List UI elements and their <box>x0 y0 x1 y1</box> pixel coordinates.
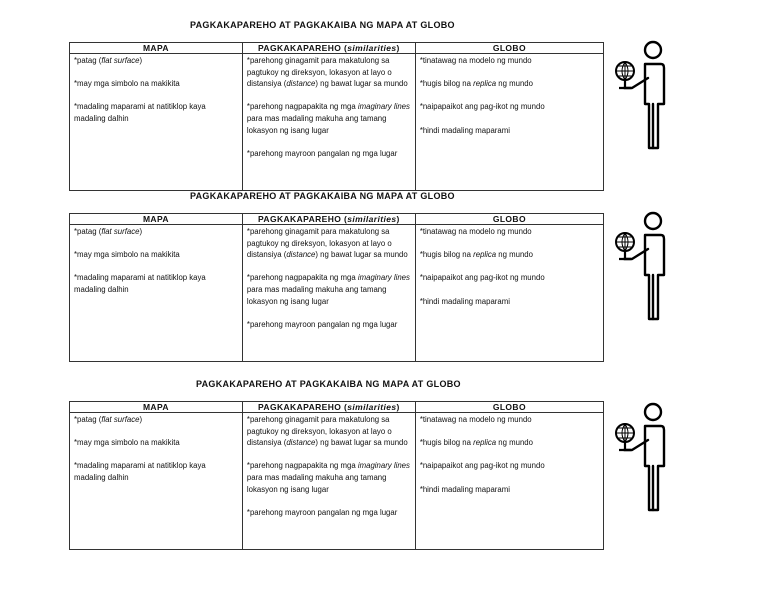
mapa-portable: *madaling maparami at natitiklop kaya madaling dalhin <box>74 102 206 123</box>
comparison-table <box>69 213 604 362</box>
same-direction: *parehong ginagamit para makatulong sa pagtukoy ng direksyon, lokasyon at layo o distansiya (distance) ng bawat lugar sa mundo <box>246 56 408 89</box>
mapa-portable: *madaling maparami at natitiklop kaya madaling dalhin <box>74 461 206 482</box>
globo-not-easy: *hindi madaling maparami <box>419 296 510 306</box>
globo-rotate: *naipapaikot ang pag-ikot ng mundo <box>419 273 545 283</box>
globo-not-easy: *hindi madaling maparami <box>419 484 510 494</box>
mapa-symbols: *may mga simbolo na makikita <box>74 79 180 89</box>
comparison-table <box>69 42 604 191</box>
header-pagkakapareho: PAGKAKAPAREHO (similarities) <box>242 43 415 54</box>
section-title: PAGKAKAPAREHO AT PAGKAKAIBA NG MAPA AT GLOBO <box>196 379 461 389</box>
globo-cell <box>415 54 603 191</box>
same-imaginary-lines: *parehong nagpapakita ng mga imaginary lines para mas madaling makuha ang tamang lokasyon ng isang lugar <box>246 461 410 494</box>
same-direction: *parehong ginagamit para makatulong sa pagtukoy ng direksyon, lokasyon at layo o distansiya (distance) ng bawat lugar sa mundo <box>246 415 408 448</box>
globo-cell <box>415 413 603 550</box>
pagkakapareho-cell <box>242 413 415 550</box>
mapa-cell <box>70 413 243 550</box>
header-pagkakapareho: PAGKAKAPAREHO (similarities) <box>242 214 415 225</box>
same-imaginary-lines: *parehong nagpapakita ng mga imaginary lines para mas madaling makuha ang tamang lokasyon ng isang lugar <box>246 273 410 306</box>
same-imaginary-lines: *parehong nagpapakita ng mga imaginary lines para mas madaling makuha ang tamang lokasyon ng isang lugar <box>246 102 410 135</box>
globo-rotate: *naipapaikot ang pag-ikot ng mundo <box>419 102 545 112</box>
globo-replica: *hugis bilog na replica ng mundo <box>419 438 533 448</box>
mapa-cell <box>70 54 243 191</box>
mapa-symbols: *may mga simbolo na makikita <box>74 438 180 448</box>
pagkakapareho-cell <box>242 54 415 191</box>
globo-cell <box>415 225 603 362</box>
globo-model: *tinatawag na modelo ng mundo <box>419 56 532 65</box>
globo-replica: *hugis bilog na replica ng mundo <box>419 79 533 89</box>
section-title: PAGKAKAPAREHO AT PAGKAKAIBA NG MAPA AT GLOBO <box>190 20 455 30</box>
same-names: *parehong mayroon pangalan ng mga lugar <box>246 148 398 158</box>
globo-rotate: *naipapaikot ang pag-ikot ng mundo <box>419 461 545 471</box>
header-mapa: MAPA <box>70 402 243 413</box>
person-holding-globe-icon <box>612 402 672 512</box>
header-mapa: MAPA <box>70 43 243 54</box>
mapa-flat: *patag (flat surface) <box>74 56 143 65</box>
person-holding-globe-icon <box>612 40 672 150</box>
mapa-cell <box>70 225 243 362</box>
comparison-table <box>69 401 604 550</box>
header-pagkakapareho: PAGKAKAPAREHO (similarities) <box>242 402 415 413</box>
person-holding-globe-icon <box>612 211 672 321</box>
header-globo: GLOBO <box>415 214 603 225</box>
mapa-flat: *patag (flat surface) <box>74 227 143 236</box>
header-globo: GLOBO <box>415 43 603 54</box>
same-names: *parehong mayroon pangalan ng mga lugar <box>246 319 398 329</box>
header-globo: GLOBO <box>415 402 603 413</box>
globo-model: *tinatawag na modelo ng mundo <box>419 415 532 424</box>
same-names: *parehong mayroon pangalan ng mga lugar <box>246 507 398 517</box>
section-title: PAGKAKAPAREHO AT PAGKAKAIBA NG MAPA AT GLOBO <box>190 191 455 201</box>
pagkakapareho-cell <box>242 225 415 362</box>
mapa-symbols: *may mga simbolo na makikita <box>74 250 180 260</box>
mapa-flat: *patag (flat surface) <box>74 415 143 424</box>
globo-not-easy: *hindi madaling maparami <box>419 125 510 135</box>
globo-model: *tinatawag na modelo ng mundo <box>419 227 532 236</box>
globo-replica: *hugis bilog na replica ng mundo <box>419 250 533 260</box>
mapa-portable: *madaling maparami at natitiklop kaya madaling dalhin <box>74 273 206 294</box>
same-direction: *parehong ginagamit para makatulong sa pagtukoy ng direksyon, lokasyon at layo o distansiya (distance) ng bawat lugar sa mundo <box>246 227 408 260</box>
header-mapa: MAPA <box>70 214 243 225</box>
